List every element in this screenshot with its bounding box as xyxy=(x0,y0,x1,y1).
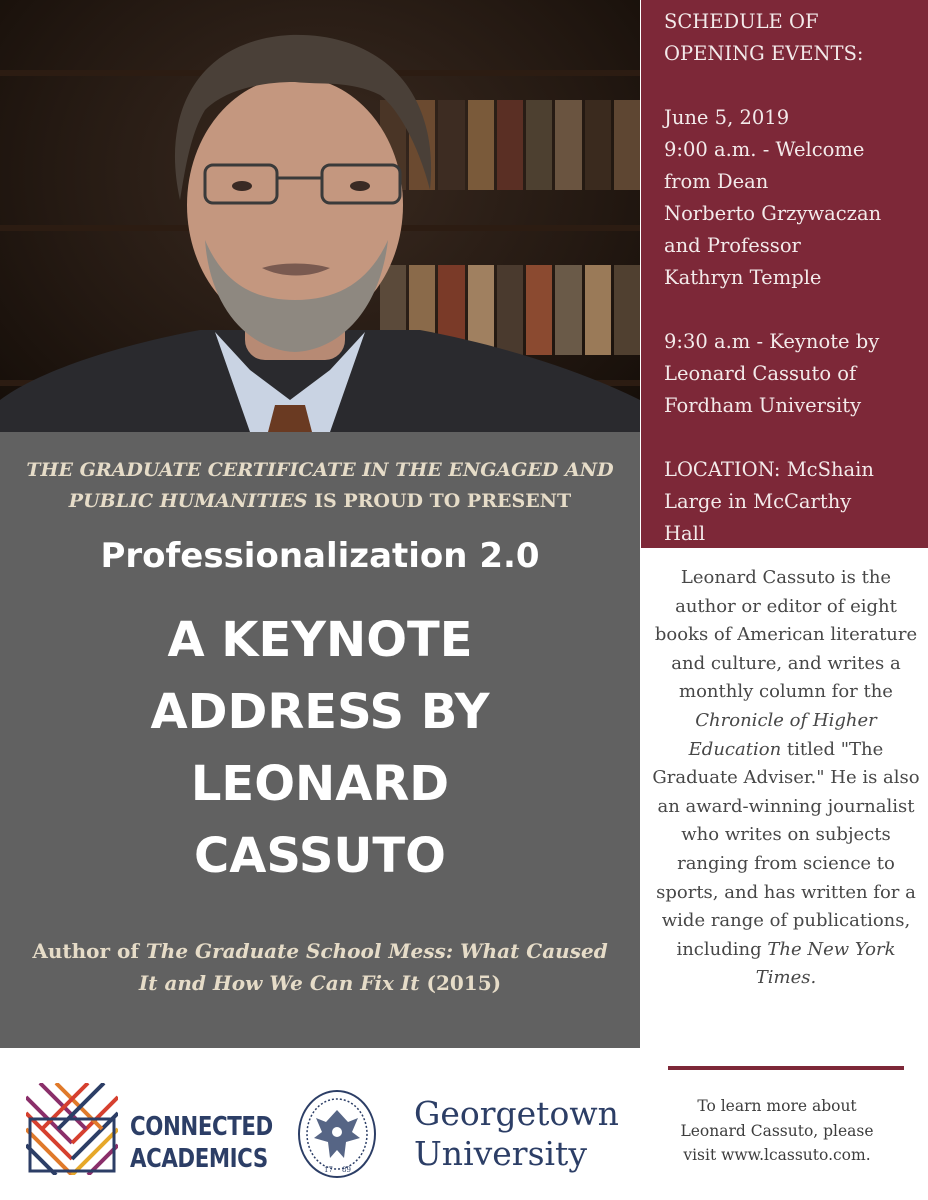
schedule-heading: OPENING EVENTS: xyxy=(664,42,864,65)
georgetown-seal-icon xyxy=(296,1088,378,1180)
schedule xyxy=(664,6,924,550)
learn-more-line: Leonard Cassuto, please xyxy=(680,1121,874,1140)
seal-year-left: 17 xyxy=(324,1166,333,1174)
event-line: Fordham University xyxy=(664,394,862,417)
speaker-photo xyxy=(0,0,640,432)
event-line: Leonard Cassuto of xyxy=(664,362,857,385)
wordmark-line: Georgetown xyxy=(414,1094,619,1133)
book-year: (2015) xyxy=(419,971,502,995)
location-line: Large in McCarthy xyxy=(664,490,852,513)
bio-text: titled "The Graduate Adviser." He is also an award-winning journalist who writes on subjects ranging from science to sports, and has written for a wide range of publications, including xyxy=(652,738,920,960)
wordmark-line: University xyxy=(414,1134,587,1173)
wordmark-line: ACADEMICS xyxy=(130,1144,268,1174)
event-line: and Professor xyxy=(664,234,801,257)
speaker-bio xyxy=(652,564,920,993)
event-line: 9:00 a.m. - Welcome xyxy=(664,138,865,161)
georgetown-wordmark xyxy=(414,1094,619,1174)
event-line: from Dean xyxy=(664,170,769,193)
seal-year-right: 89 xyxy=(342,1166,351,1174)
headline-line: ADDRESS BY xyxy=(150,684,490,740)
schedule-heading: SCHEDULE OF xyxy=(664,10,819,33)
headline xyxy=(0,604,640,892)
connected-academics-wordmark xyxy=(130,1111,273,1175)
publication-name: Chronicle of Higher Education xyxy=(688,709,877,760)
event-line: 9:30 a.m - Keynote by xyxy=(664,330,880,353)
book-title: The Graduate School Mess: What Caused It and How We Can Fix It xyxy=(138,939,608,995)
tagline xyxy=(0,455,640,517)
bio-text: Leonard Cassuto is the author or editor of eight books of American literature and culture, and writes a monthly column for the xyxy=(654,567,918,703)
event-subtitle: Professionalization 2.0 xyxy=(100,536,540,576)
book-prefix: Author of xyxy=(32,939,146,963)
wordmark-line: CONNECTED xyxy=(130,1112,273,1142)
headline-line: CASSUTO xyxy=(194,828,446,884)
learn-more xyxy=(652,1094,902,1168)
connected-academics-logo-icon xyxy=(26,1083,118,1175)
location-line: Hall xyxy=(664,522,706,545)
speaker-portrait xyxy=(0,0,640,432)
book-credit xyxy=(20,935,620,999)
event-line: Kathryn Temple xyxy=(664,266,822,289)
location-line: LOCATION: McShain xyxy=(664,458,874,481)
headline-line: A KEYNOTE xyxy=(167,612,473,668)
learn-more-line: To learn more about xyxy=(697,1097,857,1115)
program-name: THE GRADUATE CERTIFICATE IN THE ENGAGED AND PUBLIC HUMANITIES xyxy=(26,459,614,512)
divider xyxy=(668,1066,904,1070)
event-line: Norberto Grzywaczan xyxy=(664,202,882,225)
website-link[interactable]: visit www.lcassuto.com. xyxy=(683,1146,871,1164)
event-date: June 5, 2019 xyxy=(664,106,790,129)
publication-name: The New York Times. xyxy=(755,938,896,989)
headline-line: LEONARD xyxy=(190,756,450,812)
tagline-rest: IS PROUD TO PRESENT xyxy=(307,490,572,512)
